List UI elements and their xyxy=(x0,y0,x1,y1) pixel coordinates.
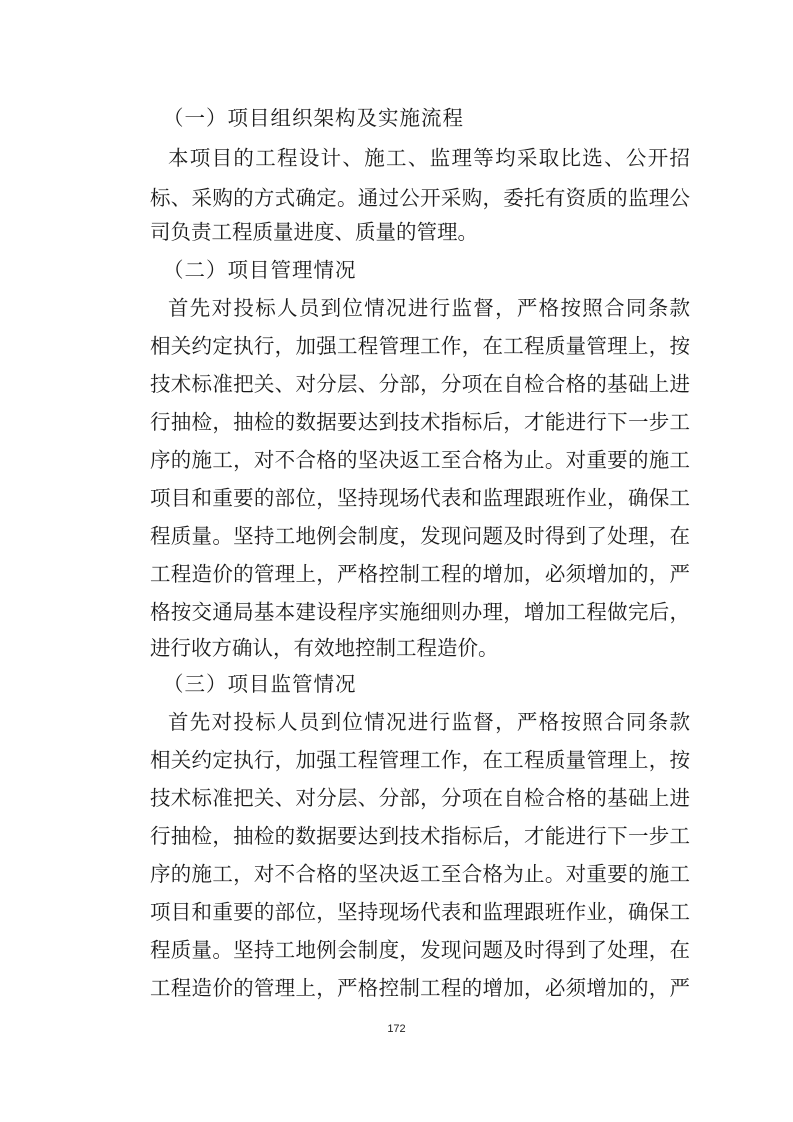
paragraph-line: 项目和重要的部位，坚持现场代表和监理跟班作业，确保工 xyxy=(150,486,690,510)
paragraph-line: 技术标准把关、对分层、分部，分项在自检合格的基础上进 xyxy=(150,786,690,810)
paragraph-line: 工程造价的管理上，严格控制工程的增加，必须增加的，严 xyxy=(150,562,690,586)
paragraph-line: 行抽检，抽检的数据要达到技术指标后，才能进行下一步工 xyxy=(150,410,690,434)
paragraph-line: 项目和重要的部位，坚持现场代表和监理跟班作业，确保工 xyxy=(150,900,690,924)
paragraph-line: 工程造价的管理上，严格控制工程的增加，必须增加的，严 xyxy=(150,976,690,1000)
paragraph-line: 行抽检，抽检的数据要达到技术指标后，才能进行下一步工 xyxy=(150,824,690,848)
paragraph-line: 本项目的工程设计、施工、监理等均采取比选、公开招 xyxy=(168,146,690,170)
paragraph-line: 相关约定执行，加强工程管理工作，在工程质量管理上，按 xyxy=(150,334,690,358)
paragraph-line: 首先对投标人员到位情况进行监督，严格按照合同条款 xyxy=(168,296,690,320)
paragraph-line: 序的施工，对不合格的坚决返工至合格为止。对重要的施工 xyxy=(150,448,690,472)
paragraph-line: 程质量。坚持工地例会制度，发现问题及时得到了处理，在 xyxy=(150,524,690,548)
section-heading-1: （一）项目组织架构及实施流程 xyxy=(163,106,464,130)
section-heading-2: （二）项目管理情况 xyxy=(163,258,357,282)
section-heading-3: （三）项目监管情况 xyxy=(163,672,357,696)
paragraph-line: 相关约定执行，加强工程管理工作，在工程质量管理上，按 xyxy=(150,748,690,772)
paragraph-line: 首先对投标人员到位情况进行监督，严格按照合同条款 xyxy=(168,710,690,734)
paragraph-line: 司负责工程质量进度、质量的管理。 xyxy=(150,220,478,244)
paragraph-line: 进行收方确认，有效地控制工程造价。 xyxy=(150,636,499,660)
paragraph-line: 格按交通局基本建设程序实施细则办理，增加工程做完后， xyxy=(150,600,690,624)
paragraph-line: 标、采购的方式确定。通过公开采购，委托有资质的监理公 xyxy=(150,186,690,210)
page-number: 172 xyxy=(387,1023,406,1035)
paragraph-line: 程质量。坚持工地例会制度，发现问题及时得到了处理，在 xyxy=(150,938,690,962)
paragraph-line: 技术标准把关、对分层、分部，分项在自检合格的基础上进 xyxy=(150,372,690,396)
paragraph-line: 序的施工，对不合格的坚决返工至合格为止。对重要的施工 xyxy=(150,862,690,886)
